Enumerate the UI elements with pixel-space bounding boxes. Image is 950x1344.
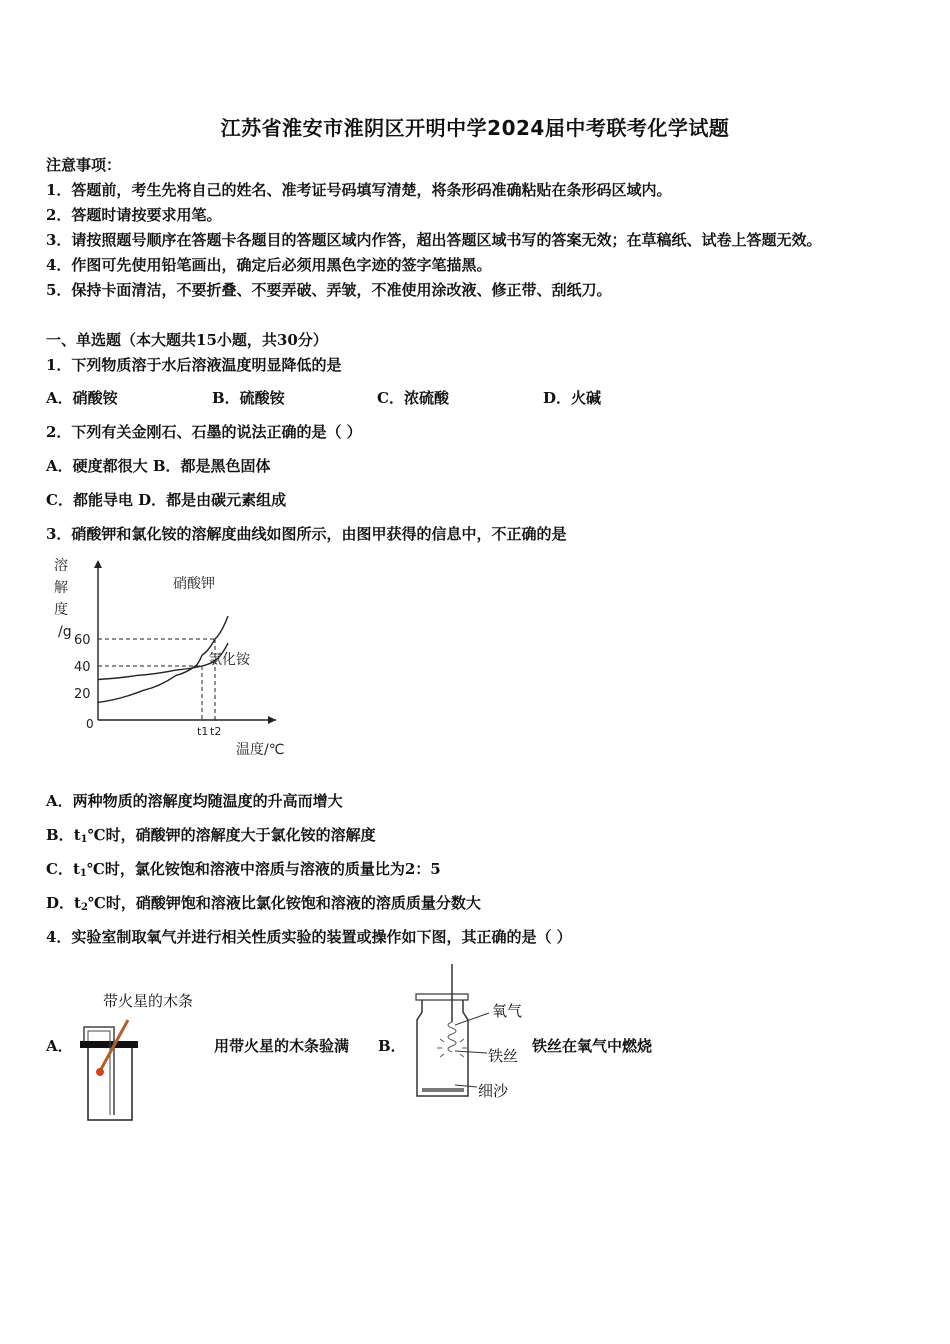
iron-wire-label: 铁丝 <box>488 1047 519 1065</box>
q2-options-line2: C．都能导电 D．都是由碳元素组成 <box>46 491 287 509</box>
q2-options-line1: A．硬度都很大 B．都是黑色固体 <box>46 457 271 475</box>
subscript: 1 <box>80 834 88 845</box>
option-text: 两种物质的溶解度均随温度的升高而增大 <box>72 792 343 810</box>
option-text: t <box>73 826 81 844</box>
section-heading: 一、单选题（本大题共15小题，共30分） <box>46 331 328 349</box>
q1-option-c: C．浓硫酸 <box>377 389 449 407</box>
label-leader-lines <box>455 1005 495 1095</box>
q1-option-d: D．火碱 <box>543 389 602 407</box>
q1-option-a: A．硝酸铵 <box>46 389 118 407</box>
option-letter: D． <box>46 894 75 912</box>
origin-label: 0 <box>86 717 94 731</box>
q4-option-b-caption: 铁丝在氧气中燃烧 <box>532 1037 653 1055</box>
option-text: t <box>72 860 80 878</box>
notice-heading: 注意事项： <box>46 156 122 174</box>
q3-option-a <box>46 790 343 811</box>
q3-option-d <box>46 892 481 913</box>
y-axis-arrow <box>94 560 102 568</box>
gas-bottle-figure <box>70 1015 150 1125</box>
series-label: 硝酸钾 <box>173 576 215 592</box>
option-text: t <box>74 894 81 912</box>
figure-label: 带火星的木条 <box>103 992 194 1010</box>
solubility-chart <box>40 550 310 762</box>
question-2-stem: 2．下列有关金刚石、石墨的说法正确的是（ ） <box>46 423 362 441</box>
oxygen-label: 氧气 <box>492 1002 523 1020</box>
x-tick-label: t2 <box>210 725 222 738</box>
ember <box>96 1068 104 1076</box>
y-tick-label: 60 <box>74 633 91 648</box>
y-axis-label: 溶 <box>54 558 68 574</box>
x-tick-label: t1 <box>197 725 209 738</box>
notice-item: 4．作图可先使用铅笔画出，确定后必须用黑色字迹的签字笔描黑。 <box>46 256 492 274</box>
y-tick-label: 20 <box>74 687 91 702</box>
question-3-stem: 3．硝酸钾和氯化铵的溶解度曲线如图所示，由图甲获得的信息中，不正确的是 <box>46 525 567 543</box>
subscript: 1 <box>79 868 87 879</box>
y-tick-label: 40 <box>74 660 91 675</box>
question-1-stem: 1．下列物质溶于水后溶液温度明显降低的是 <box>46 356 342 374</box>
question-4-stem: 4．实验室制取氧气并进行相关性质实验的装置或操作如下图，其正确的是（ ） <box>46 928 572 946</box>
option-text: ℃时，硝酸钾饱和溶液比氯化铵饱和溶液的溶质质量分数大 <box>87 894 481 912</box>
y-axis-label: /g <box>58 624 72 640</box>
option-letter: C． <box>46 860 73 878</box>
q3-option-c <box>46 858 441 879</box>
q4-option-b-letter: B． <box>378 1037 406 1055</box>
option-letter: A． <box>46 792 73 810</box>
x-axis-arrow <box>268 716 276 724</box>
q4-option-a-letter: A． <box>46 1037 73 1055</box>
y-axis-label: 解 <box>54 580 68 596</box>
notice-item: 5．保持卡面清洁，不要折叠、不要弄破、弄皱，不准使用涂改液、修正带、刮纸刀。 <box>46 281 612 299</box>
option-text: ℃时，氯化铵饱和溶液中溶质与溶液的质量比为2：5 <box>86 860 441 878</box>
option-letter: B． <box>46 826 74 844</box>
sand-label: 细沙 <box>478 1082 509 1100</box>
subscript: 2 <box>80 902 88 913</box>
q3-option-b <box>46 824 376 845</box>
notice-item: 3．请按照题号顺序在答题卡各题目的答题区域内作答，超出答题区域书写的答案无效；在草稿纸、试卷上答题无效。 <box>46 231 822 249</box>
stopper <box>80 1041 138 1048</box>
series-label: 氯化铵 <box>208 652 250 668</box>
q1-option-b: B．硫酸铵 <box>212 389 285 407</box>
page-title: 江苏省淮安市淮阴区开明中学2024届中考联考化学试题 <box>220 116 730 140</box>
notice-item: 2．答题时请按要求用笔。 <box>46 206 222 224</box>
option-text: ℃时，硝酸钾的溶解度大于氯化铵的溶解度 <box>87 826 376 844</box>
y-axis-label: 度 <box>54 602 68 618</box>
x-axis-label: 温度/℃ <box>236 742 285 758</box>
q4-option-a-caption: 用带火星的木条验满 <box>214 1037 350 1055</box>
glass-plate <box>416 994 468 1000</box>
notice-item: 1．答题前，考生先将自己的姓名、准考证号码填写清楚，将条形码准确粘贴在条形码区域内。 <box>46 181 672 199</box>
